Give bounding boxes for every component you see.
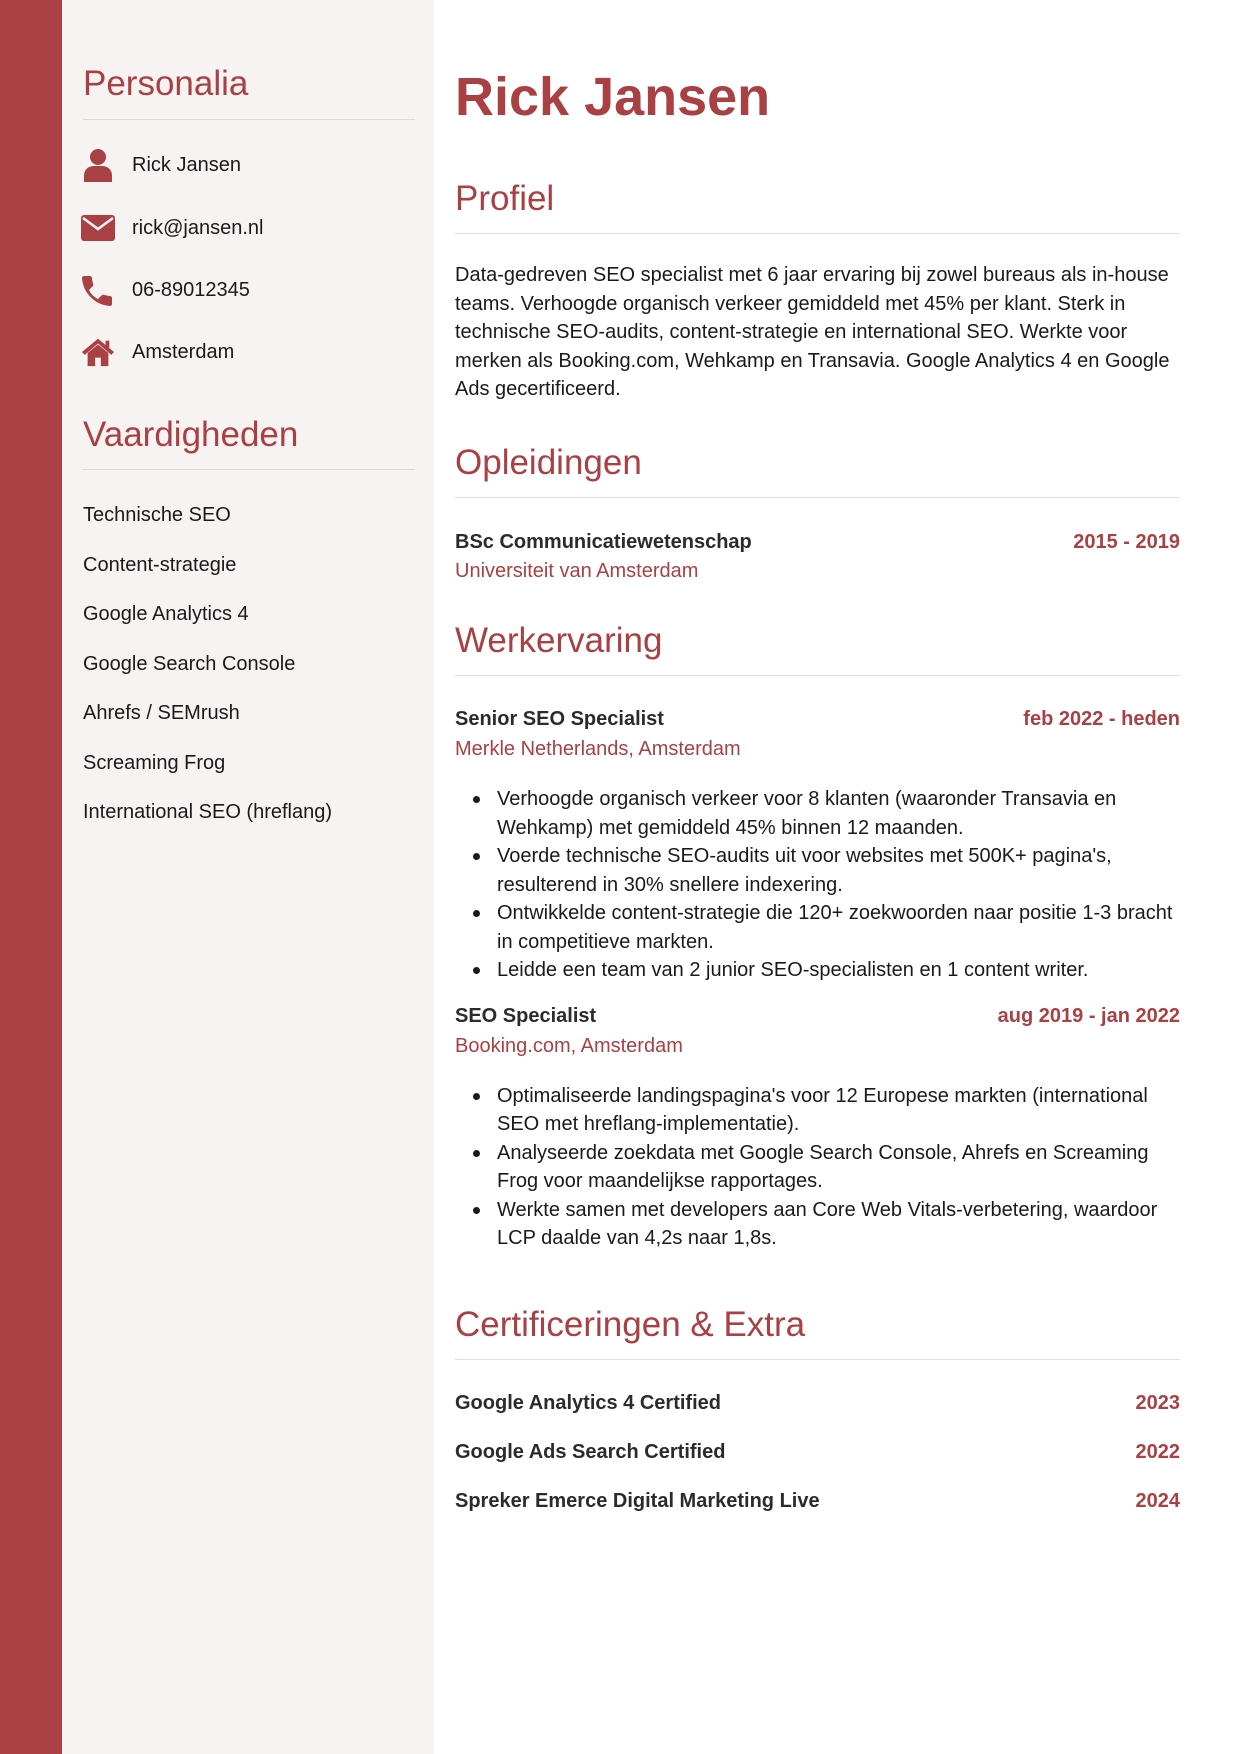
envelope-icon (81, 211, 115, 245)
profile-text: Data-gedreven SEO specialist met 6 jaar ervaring bij zowel bureaus als in-house teams. Verhoogde organisch verkeer gemiddeld met 45% per klant. Sterk in technische SEO-audits, content-strategie en international SEO. Werkte voor merken als Booking.com, Wehkamp en Transavia. Google Analytics 4 en Google Ads gecertificeerd. (455, 264, 1170, 400)
job-title: Senior SEO Specialist (455, 708, 664, 730)
cert-item (455, 1441, 1180, 1464)
job-bullets (455, 785, 1180, 985)
skill-item: Google Search Console (83, 653, 296, 675)
bullet-item: Voerde technische SEO-audits uit voor websites met 500K+ pagina's, resulterend in 30% snellere indexering. (455, 842, 1180, 899)
certifications-heading: Certificeringen & Extra (455, 1305, 806, 1344)
skill-item: Content-strategie (83, 554, 237, 576)
certifications-section (455, 1305, 1180, 1513)
bullet-item: Verhoogde organisch verkeer voor 8 klanten (waaronder Transavia en Wehkamp) met gemiddeld 45% binnen 12 maanden. (455, 785, 1180, 842)
personalia-heading: Personalia (83, 64, 249, 103)
bullet-item: Ontwikkelde content-strategie die 120+ zoekwoorden naar positie 1-3 bracht in competitieve markten. (455, 899, 1180, 956)
education-heading: Opleidingen (455, 443, 642, 482)
contact-phone[interactable]: 06-89012345 (132, 278, 250, 301)
skill-item: Ahrefs / SEMrush (83, 702, 240, 724)
profile-heading: Profiel (455, 179, 555, 218)
degree-title: BSc Communicatiewetenschap (455, 531, 752, 553)
bullet-item: Analyseerde zoekdata met Google Search Console, Ahrefs en Screaming Frog voor maandelijkse rapportages. (455, 1139, 1180, 1196)
job-title: SEO Specialist (455, 1004, 597, 1027)
bullet-item: Leidde een team van 2 junior SEO-specialisten en 1 content writer. (455, 956, 1180, 985)
job-date: feb 2022 - heden (1023, 708, 1180, 730)
cert-item (455, 1392, 1180, 1415)
cert-title: Google Analytics 4 Certified (455, 1392, 721, 1414)
job-company: Merkle Netherlands, Amsterdam (455, 738, 741, 760)
education-divider (455, 497, 1180, 498)
certifications-divider (455, 1359, 1180, 1360)
cert-year: 2022 (1135, 1441, 1180, 1463)
skills-divider (83, 469, 415, 470)
skill-item: Technische SEO (83, 504, 231, 526)
skills-heading: Vaardigheden (83, 415, 299, 454)
home-icon (81, 335, 115, 369)
education-section (455, 443, 1180, 583)
skill-item: Screaming Frog (83, 752, 226, 774)
accent-strip (0, 0, 62, 1754)
experience-divider (455, 675, 1180, 676)
job-entry (455, 708, 1180, 985)
education-date: 2015 - 2019 (1073, 531, 1180, 553)
contact-item-phone (81, 273, 250, 307)
bullet-item: Werkte samen met developers aan Core Web Vitals-verbetering, waardoor LCP daalde van 4,2s naar 1,8s. (455, 1196, 1180, 1253)
profile-divider (455, 233, 1180, 234)
personalia-divider (83, 119, 415, 120)
skill-item: International SEO (hreflang) (83, 801, 333, 823)
cert-title: Google Ads Search Certified (455, 1441, 726, 1463)
job-company: Booking.com, Amsterdam (455, 1034, 683, 1057)
contact-item-email (81, 211, 263, 245)
contact-email[interactable]: rick@jansen.nl (132, 216, 264, 239)
candidate-name: Rick Jansen (455, 67, 771, 127)
institution-name: Universiteit van Amsterdam (455, 560, 699, 582)
bullet-item: Optimaliseerde landingspagina's voor 12 Europese markten (international SEO met hreflang-implementatie). (455, 1082, 1180, 1139)
contact-item-name (81, 148, 241, 182)
user-icon (81, 148, 115, 182)
cert-title: Spreker Emerce Digital Marketing Live (455, 1490, 820, 1512)
cert-year: 2023 (1135, 1392, 1180, 1414)
cert-year: 2024 (1135, 1490, 1180, 1512)
sidebar (62, 0, 434, 1754)
main-content (434, 0, 1241, 1754)
skill-item: Google Analytics 4 (83, 603, 249, 625)
profile-section (455, 179, 1180, 404)
experience-section (455, 621, 1180, 1253)
cert-item (455, 1490, 1180, 1513)
experience-heading: Werkervaring (455, 621, 663, 660)
education-entry (455, 531, 1180, 583)
contact-name: Rick Jansen (132, 153, 241, 176)
contact-location: Amsterdam (132, 340, 235, 363)
contact-item-location (81, 335, 234, 369)
job-date: aug 2019 - jan 2022 (997, 1004, 1180, 1027)
phone-icon (81, 273, 115, 307)
job-entry (455, 1005, 1180, 1253)
job-bullets (455, 1082, 1180, 1253)
